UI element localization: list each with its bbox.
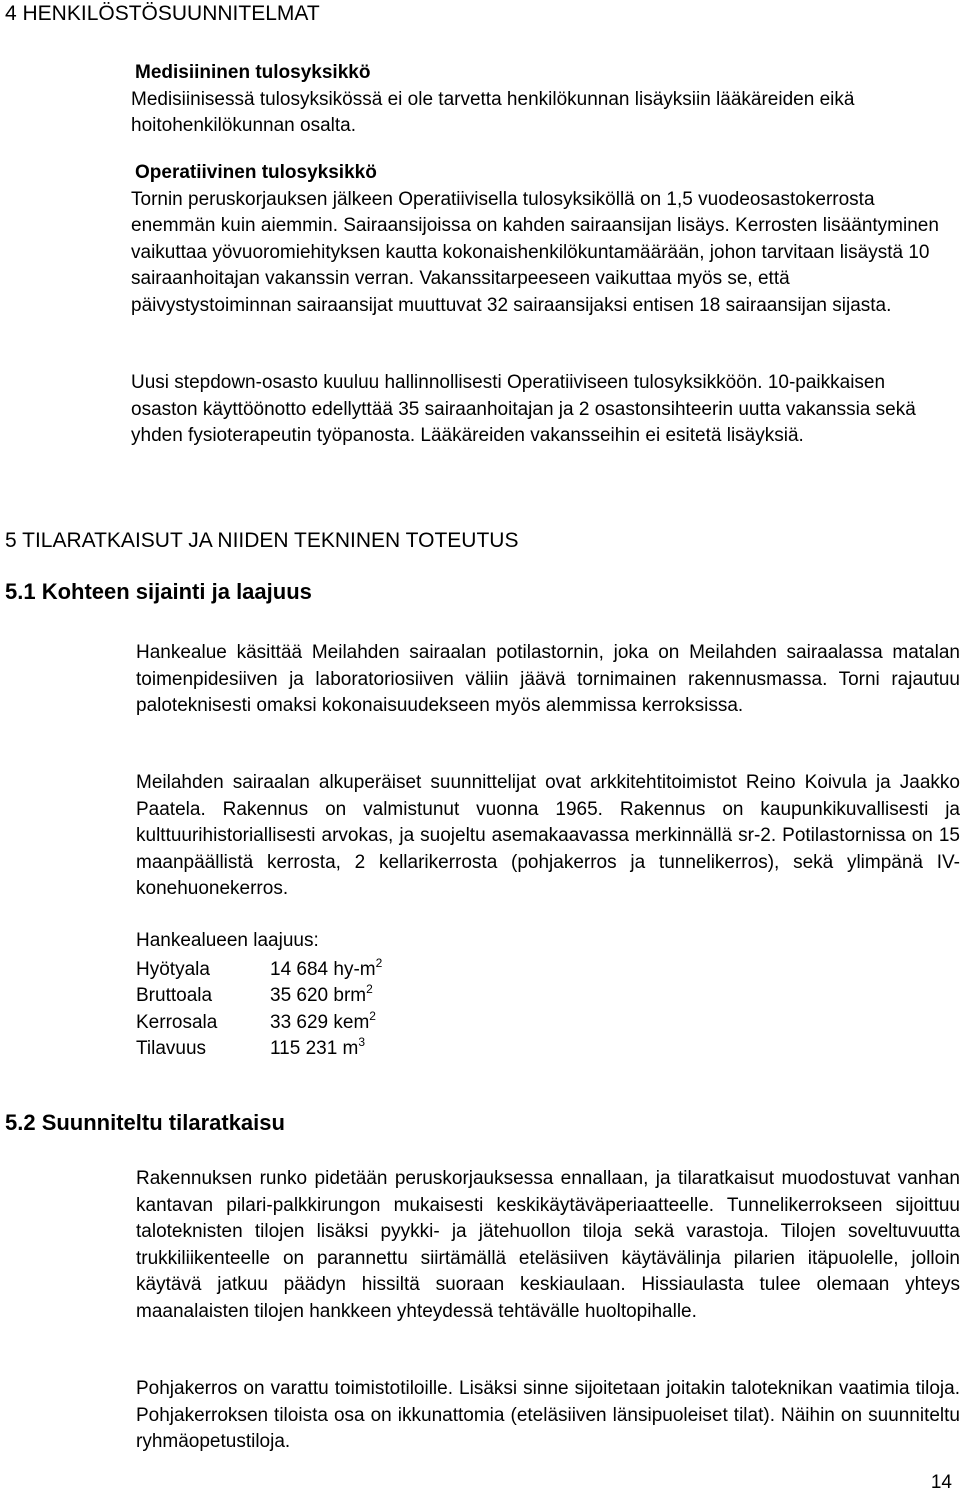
section-5-1-heading: 5.1 Kohteen sijainti ja laajuus [5,579,312,604]
area-value-cell [270,954,382,981]
area-row [136,981,382,1008]
page-number: 14 [930,1472,952,1493]
chapter-4-heading: 4 HENKILÖSTÖSUUNNITELMAT [5,2,320,25]
area-value-cell [270,1007,382,1034]
area-row [136,1007,382,1034]
section-5-2-paragraph-2: Pohjakerros on varattu toimistotiloille. Lisäksi sinne sijoitetaan joitakin taloteknikan vaatimia tiloja. Pohjakerroksen tiloista osa on ikkunattomia (eteläsiiven länsipuoleiset tilat). Näihin on suunniteltu ryhmäopetustiloja. [136,1378,960,1452]
area-table [136,954,382,1060]
area-label: Bruttoala [136,985,213,1006]
operatiivinen-heading: Operatiivinen tulosyksikkö [135,162,377,183]
section-5-1-paragraph-1: Hankealue käsittää Meilahden sairaalan potilastornin, joka on Meilahden sairaalassa matalan toimenpidesiiven ja laboratoriosiiven väliin jäävä tornimainen rakennusmassa. Torni rajautuu paloteknisesti omaksi kokonaisuudekseen myös alemmissa kerroksissa. [136,642,960,716]
area-label: Hyötyala [136,958,210,980]
section-5-2-heading: 5.2 Suunniteltu tilaratkaisu [5,1110,285,1135]
section-medisiininen [131,60,949,140]
medisiininen-heading: Medisiininen tulosyksikkö [135,62,371,83]
area-value-cell [270,1034,382,1061]
area-value: 35 620 brm [270,985,367,1006]
chapter-5-heading: 5 TILARATKAISUT JA NIIDEN TEKNINEN TOTEUTUS [5,529,519,552]
area-label: Tilavuus [136,1038,207,1059]
area-unit-exponent: 2 [369,1008,376,1023]
area-heading: Hankealueen laajuus: [136,930,319,951]
area-value: 14 684 hy-m [270,958,376,980]
section-5-2-paragraph-1: Rakennuksen runko pidetään peruskorjauksessa ennallaan, ja tilaratkaisut muodostuvat vanhan kantavan pilari-palkkirungon mukaisesti keskikäytäväperiaatteelle. Tunnelikerrokseen sijoittuu taloteknisten tilojen lisäksi pyykki- ja jätehuollon tiloja sekä varastoja. Tilojen soveltuvuutta trukkiliikenteelle on parannettu siirtämällä eteläsiiven käytävälinja pilarien itäpuolelle, jolloin käytävä jatkuu päädyn hissiltä suoraan keskiaulaan. Hissiaulasta tulee olemaan yhteys maanalaisten tilojen hankkeen yhteydessä tehtävälle huoltopihalle. [136,1168,960,1322]
area-value-cell [270,981,382,1008]
section-5-1-paragraph-2: Meilahden sairaalan alkuperäiset suunnittelijat ovat arkkitehtitoimistot Reino Koivula ja Jaakko Paatela. Rakennus on valmistunut vuonna 1965. Rakennus on kaupunkikuvallisesti ja kulttuurihistoriallisesti arvokas, ja suojeltu asemakaavassa merkinnällä sr-2. Potilastornissa on 15 maanpäällistä kerrosta, 2 kellarikerrosta (pohjakerros ja tunnelikerros), sekä ylimpänä IV-konehuonekerros. [136,772,960,899]
area-value: 33 629 kem [270,1011,370,1033]
operatiivinen-text: Tornin peruskorjauksen jälkeen Operatiivisella tulosyksiköllä on 1,5 vuodeosastokerrosta enemmän kuin aiemmin. Sairaansijoissa on kahden sairaansijan lisäys. Kerrosten lisääntyminen vaikuttaa yövuoromiehityksen kautta kokonaishenkilökuntamäärään, johon tarvitaan lisäystä 10 sairaanhoitajan vakanssin verran. Vakanssitarpeeseen vaikuttaa myös se, että päivystystoiminnan sairaansijat muuttuvat 32 sairaansijaksi entisen 18 sairaansijan sijasta. [131,188,939,316]
medisiininen-text: Medisiinisessä tulosyksikössä ei ole tarvetta henkilökunnan lisäyksiin lääkäreiden eikä hoitohenkilökunnan osalta. [131,88,855,136]
operatiivinen-text-2: Uusi stepdown-osasto kuuluu hallinnollisesti Operatiiviseen tulosyksikköön. 10-paikkaisen osaston käyttöönotto edellyttää 35 sairaanhoitajan ja 2 osastonsihteerin uutta vakanssia sekä yhden fysioterapeutin työpanosta. Lääkäreiden vakansseihin ei esitetä lisäyksiä. [131,372,916,446]
area-unit-exponent: 3 [358,1035,366,1049]
area-row [136,1034,382,1061]
area-label: Kerrosala [136,1011,218,1033]
area-unit-exponent: 2 [375,955,383,970]
area-unit-exponent: 2 [366,982,373,996]
section-operatiivinen [131,160,949,319]
area-row [136,954,382,981]
area-value: 115 231 m [270,1038,359,1059]
